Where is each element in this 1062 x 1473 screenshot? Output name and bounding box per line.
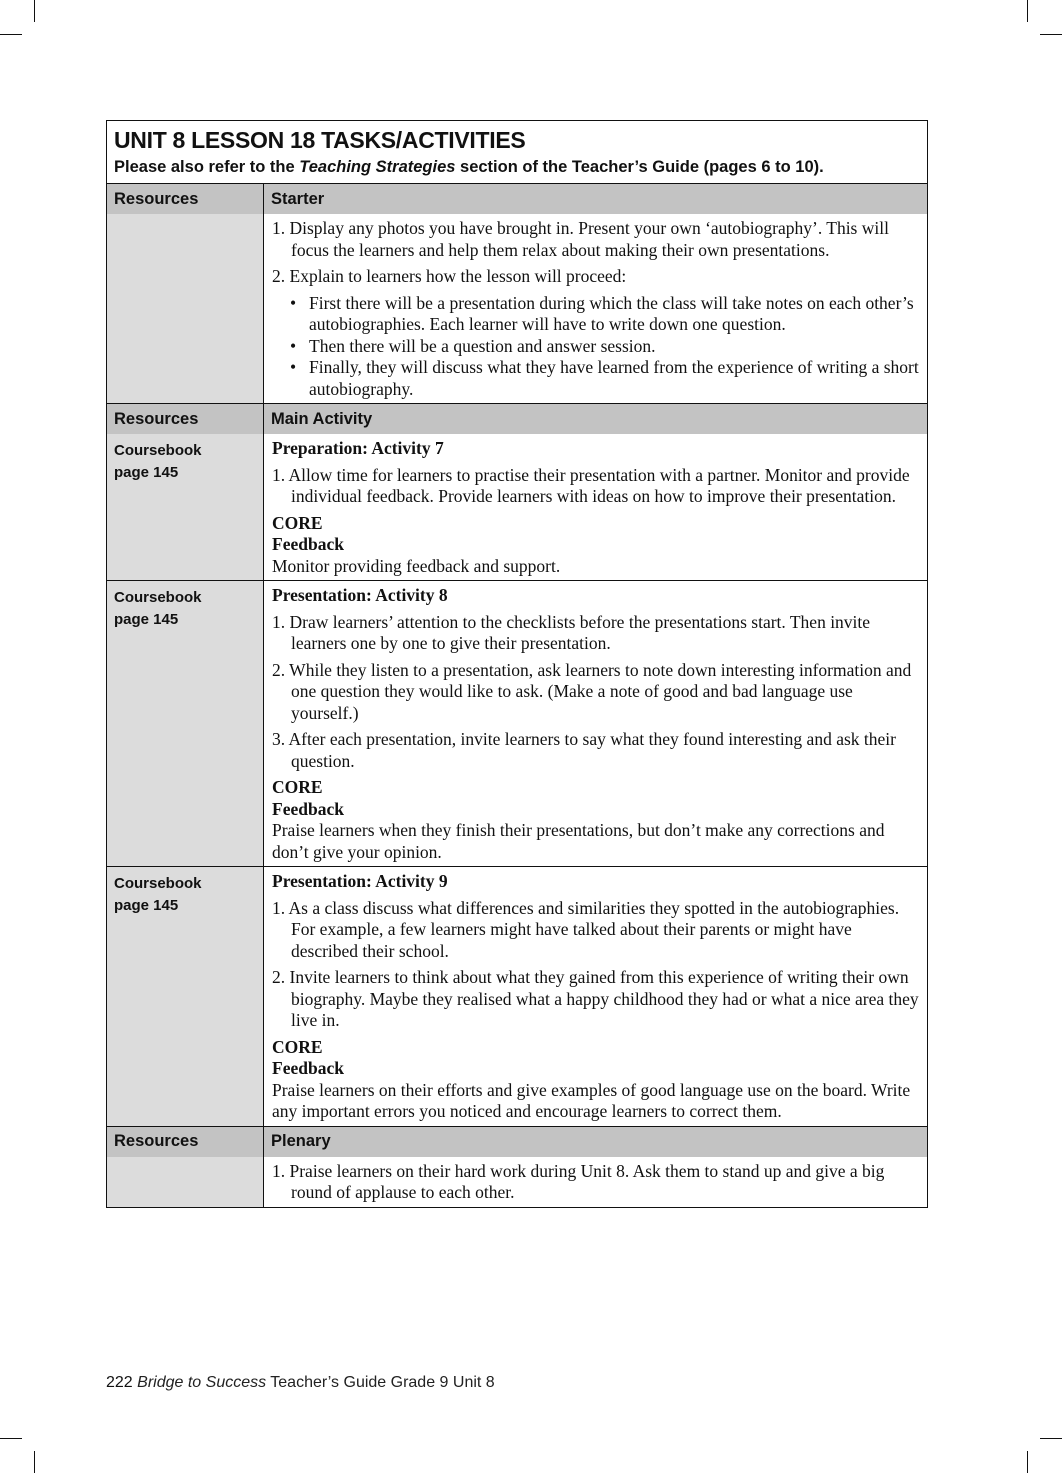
subtitle-text: Please also refer to the: [114, 158, 300, 176]
footer-text: Teacher’s Guide Grade 9 Unit 8: [266, 1374, 495, 1391]
page-footer: [106, 1374, 495, 1392]
starter-row: [107, 214, 927, 403]
list-item: 1. Draw learners’ attention to the checklists before the presentations start. Then invite learners one by one to give their presentation.: [272, 611, 871, 653]
subtitle-italic: Teaching Strategies: [299, 158, 456, 176]
bullet-icon: •: [290, 357, 297, 377]
resources-cell: [107, 1157, 264, 1207]
resources-cell: [107, 581, 264, 866]
resources-heading: Resources: [107, 184, 264, 214]
crop-mark: [0, 34, 22, 35]
main-header-row: [107, 403, 927, 434]
lesson-title: UNIT 8 LESSON 18 TASKS/ACTIVITIES: [114, 127, 526, 153]
bullet-text: Finally, they will discuss what they have learned from the experience of writing a short autobiography.: [309, 357, 919, 399]
resource-page: page 145: [114, 897, 179, 914]
main-activity-heading: Main Activity: [271, 409, 373, 428]
crop-mark: [34, 0, 35, 22]
crop-mark: [1027, 1451, 1028, 1473]
plenary-content: [264, 1157, 927, 1207]
starter-heading: Starter: [271, 189, 325, 208]
activity-9-content: [264, 867, 927, 1126]
feedback-label: Feedback: [272, 1058, 344, 1078]
lesson-table: [106, 120, 928, 1208]
plenary-row: [107, 1157, 927, 1207]
crop-mark: [0, 1438, 22, 1439]
activity-8-row: [107, 580, 927, 866]
activity-heading: Presentation: Activity 9: [272, 871, 448, 891]
crop-mark: [1040, 1438, 1062, 1439]
starter-header-row: [107, 184, 927, 214]
bullet-text: First there will be a presentation during which the class will take notes on each other’s autobiographies. Each learner will have to write down one question.: [309, 292, 914, 334]
core-label: CORE: [272, 777, 323, 797]
lesson-header: [107, 121, 927, 184]
list-item: 1. Allow time for learners to practise their presentation with a partner. Monitor and provide individual feedback. Provide learners with ideas on how to improve their presentation.: [272, 464, 910, 506]
starter-content: [264, 214, 927, 403]
resources-cell: [107, 214, 264, 403]
resources-heading: Resources: [107, 1127, 264, 1157]
core-label: CORE: [272, 1036, 323, 1057]
resource-page: page 145: [114, 611, 179, 628]
list-item: 2. Invite learners to think about what they gained from this experience of writing their own biography. Maybe they realised what a happy childhood they had or what a nice area they live in.: [272, 967, 919, 1030]
resource-coursebook: Coursebook: [114, 589, 202, 606]
book-title: Bridge to Success: [137, 1374, 267, 1391]
feedback-text: Praise learners when they finish their presentations, but don’t make any corrections and don’t give your opinion.: [272, 820, 885, 862]
feedback-text: Praise learners on their efforts and give examples of good language use on the board. Write any important errors you noticed and encourage learners to correct them.: [272, 1079, 911, 1121]
bullet-text: Then there will be a question and answer session.: [309, 335, 656, 356]
activity-9-row: [107, 866, 927, 1126]
list-item: 2. Explain to learners how the lesson will proceed:: [272, 266, 627, 286]
resource-page: page 145: [114, 464, 179, 481]
activity-8-content: [264, 581, 927, 866]
page-number: 222: [106, 1374, 133, 1391]
subtitle-text-end: section of the Teacher’s Guide (pages 6 to 10).: [455, 158, 824, 176]
activity-heading: Preparation: Activity 7: [272, 438, 444, 458]
feedback-text: Monitor providing feedback and support.: [272, 555, 561, 576]
activity-heading: Presentation: Activity 8: [272, 585, 448, 605]
list-item: 2. While they listen to a presentation, ask learners to note down interesting information and one question they would like to ask. (Make a note of good and bad language use yourself.): [272, 659, 912, 723]
resources-cell: [107, 434, 264, 580]
feedback-label: Feedback: [272, 534, 344, 554]
bullet-icon: •: [290, 335, 297, 356]
activity-7-content: [264, 434, 927, 580]
resources-cell: [107, 867, 264, 1126]
plenary-heading: Plenary: [271, 1132, 331, 1150]
lesson-subtitle: [114, 155, 920, 179]
resource-coursebook: Coursebook: [114, 442, 202, 459]
bullet-item: [272, 336, 919, 358]
crop-mark: [1040, 34, 1062, 35]
list-item: 1. Praise learners on their hard work during Unit 8. Ask them to stand up and give a big round of applause to each other.: [272, 1160, 885, 1202]
bullet-item: [272, 293, 919, 336]
bullet-icon: •: [290, 292, 297, 313]
crop-mark: [34, 1451, 35, 1473]
feedback-label: Feedback: [272, 798, 344, 819]
resource-coursebook: Coursebook: [114, 875, 202, 892]
list-item: 1. As a class discuss what differences and similarities they spotted in the autobiographies. For example, a few learners might have talked about their parents or might have described their school.: [272, 897, 900, 961]
list-item: 3. After each presentation, invite learners to say what they found interesting and ask their question.: [272, 729, 896, 771]
crop-mark: [1027, 0, 1028, 22]
resources-heading: Resources: [107, 404, 264, 434]
activity-7-row: [107, 434, 927, 580]
list-item: 1. Display any photos you have brought in. Present your own ‘autobiography’. This will focus the learners and help them relax about making their own presentations.: [272, 218, 889, 260]
bullet-item: [272, 357, 919, 400]
core-label: CORE: [272, 512, 323, 533]
plenary-header-row: [107, 1126, 927, 1157]
